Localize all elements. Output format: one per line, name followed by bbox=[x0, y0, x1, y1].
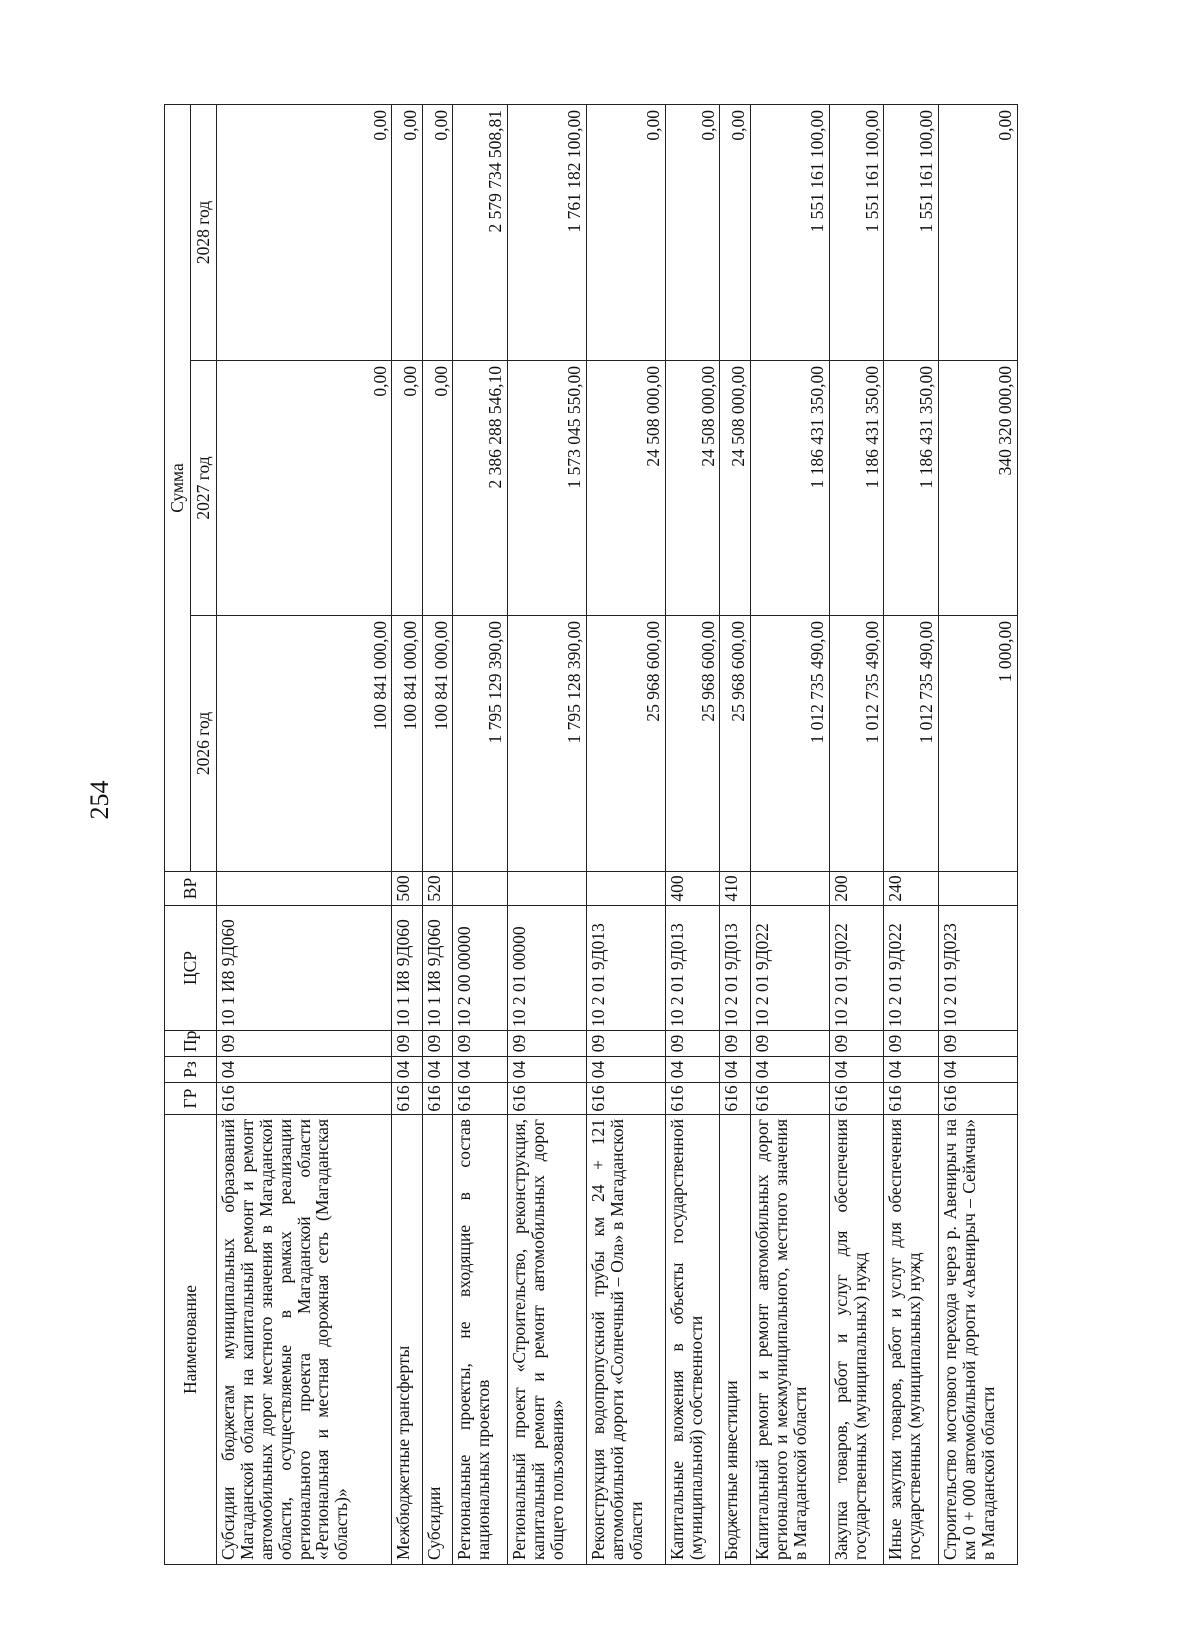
header-csr: ЦСР bbox=[165, 906, 217, 1031]
row-sum-2028: 1 551 161 100,00 bbox=[750, 104, 829, 360]
row-pr: 09 bbox=[422, 1031, 453, 1057]
row-sum-2028: 0,00 bbox=[217, 104, 392, 360]
row-csr: 10 2 01 00000 bbox=[508, 906, 587, 1031]
row-name: Бюджетные инвестиции bbox=[720, 1115, 751, 1565]
row-sum-2026: 1 012 735 490,00 bbox=[829, 616, 884, 872]
row-rz: 04 bbox=[720, 1057, 751, 1083]
row-csr: 10 2 01 9Д023 bbox=[939, 906, 1018, 1031]
row-rz: 04 bbox=[217, 1057, 392, 1083]
row-sum-2026: 25 968 600,00 bbox=[665, 616, 720, 872]
row-pr: 09 bbox=[884, 1031, 939, 1057]
header-gr: ГР bbox=[165, 1083, 217, 1115]
row-sum-2026: 1 012 735 490,00 bbox=[884, 616, 939, 872]
page-number: 254 bbox=[85, 780, 114, 820]
row-vr: 500 bbox=[392, 872, 423, 906]
row-rz: 04 bbox=[750, 1057, 829, 1083]
row-gr: 616 bbox=[750, 1083, 829, 1115]
row-name: Межбюджетные трансферты bbox=[392, 1115, 423, 1565]
row-rz: 04 bbox=[586, 1057, 665, 1083]
row-sum-2026: 25 968 600,00 bbox=[720, 616, 751, 872]
row-gr: 616 bbox=[884, 1083, 939, 1115]
row-rz: 04 bbox=[508, 1057, 587, 1083]
row-sum-2027: 1 573 045 550,00 bbox=[508, 361, 587, 616]
row-csr: 10 2 01 9Д022 bbox=[750, 906, 829, 1031]
row-sum-2027: 24 508 000,00 bbox=[720, 361, 751, 616]
row-gr: 616 bbox=[586, 1083, 665, 1115]
table-row bbox=[750, 104, 829, 1564]
row-gr: 616 bbox=[665, 1083, 720, 1115]
table-body bbox=[217, 104, 1018, 1564]
row-sum-2027: 0,00 bbox=[217, 361, 392, 616]
row-pr: 09 bbox=[508, 1031, 587, 1057]
row-pr: 09 bbox=[665, 1031, 720, 1057]
row-sum-2027: 340 320 000,00 bbox=[939, 361, 1018, 616]
table-row bbox=[829, 104, 884, 1564]
row-csr: 10 2 00 00000 bbox=[453, 906, 508, 1031]
header-rz: Рз bbox=[165, 1057, 217, 1083]
row-sum-2028: 0,00 bbox=[720, 104, 751, 360]
table-row bbox=[453, 104, 508, 1564]
row-gr: 616 bbox=[217, 1083, 392, 1115]
row-vr bbox=[217, 872, 392, 906]
header-pr: Пр bbox=[165, 1031, 217, 1057]
table-row bbox=[422, 104, 453, 1564]
row-name: Региональный проект «Строительство, реконструкция, капитальный ремонт и ремонт автомобильных дорог общего пользования» bbox=[508, 1115, 587, 1565]
row-sum-2027: 1 186 431 350,00 bbox=[750, 361, 829, 616]
row-sum-2026: 1 012 735 490,00 bbox=[750, 616, 829, 872]
table-row bbox=[884, 104, 939, 1564]
row-gr: 616 bbox=[453, 1083, 508, 1115]
row-sum-2028: 1 551 161 100,00 bbox=[884, 104, 939, 360]
row-sum-2028: 0,00 bbox=[665, 104, 720, 360]
row-rz: 04 bbox=[665, 1057, 720, 1083]
row-sum-2028: 2 579 734 508,81 bbox=[453, 104, 508, 360]
row-pr: 09 bbox=[217, 1031, 392, 1057]
row-sum-2026: 1 795 128 390,00 bbox=[508, 616, 587, 872]
row-csr: 10 2 01 9Д013 bbox=[720, 906, 751, 1031]
row-csr: 10 2 01 9Д013 bbox=[586, 906, 665, 1031]
row-sum-2026: 25 968 600,00 bbox=[586, 616, 665, 872]
row-vr bbox=[586, 872, 665, 906]
table-row bbox=[217, 104, 392, 1564]
row-sum-2028: 0,00 bbox=[392, 104, 423, 360]
row-name: Иные закупки товаров, работ и услуг для обеспечения государственных (муниципальных) нужд bbox=[884, 1115, 939, 1565]
row-gr: 616 bbox=[508, 1083, 587, 1115]
row-vr bbox=[453, 872, 508, 906]
table-row bbox=[665, 104, 720, 1564]
row-pr: 09 bbox=[720, 1031, 751, 1057]
budget-table bbox=[164, 104, 1018, 1565]
row-name: Реконструкция водопропускной трубы км 24 + 121 автомобильной дороги «Солнечный – Ола» в Магаданской области bbox=[586, 1115, 665, 1565]
row-rz: 04 bbox=[422, 1057, 453, 1083]
header-2026: 2026 год bbox=[191, 616, 217, 872]
row-gr: 616 bbox=[422, 1083, 453, 1115]
row-rz: 04 bbox=[829, 1057, 884, 1083]
row-gr: 616 bbox=[392, 1083, 423, 1115]
header-2028: 2028 год bbox=[191, 104, 217, 360]
row-sum-2027: 0,00 bbox=[422, 361, 453, 616]
header-2027: 2027 год bbox=[191, 361, 217, 616]
table-row bbox=[392, 104, 423, 1564]
row-pr: 09 bbox=[750, 1031, 829, 1057]
row-name: Строительство мостового перехода через р. Авенирыч на км 0 + 000 автомобильной дороги «Авенирыч – Сеймчан» в Магаданской области bbox=[939, 1115, 1018, 1565]
row-name: Субсидии bbox=[422, 1115, 453, 1565]
row-sum-2028: 1 761 182 100,00 bbox=[508, 104, 587, 360]
row-rz: 04 bbox=[453, 1057, 508, 1083]
row-name: Субсидии бюджетам муниципальных образований Магаданской области на капитальный ремонт и ремонт автомобильных дорог местного значения в Магаданской области, осуществляемые в рамках реализации регионального проекта Магаданской области «Региональная и местная дорожная сеть (Магаданская область)» bbox=[217, 1115, 392, 1565]
row-rz: 04 bbox=[939, 1057, 1018, 1083]
row-vr: 410 bbox=[720, 872, 751, 906]
row-sum-2028: 0,00 bbox=[422, 104, 453, 360]
row-csr: 10 2 01 9Д013 bbox=[665, 906, 720, 1031]
row-sum-2027: 24 508 000,00 bbox=[665, 361, 720, 616]
budget-table-rotated bbox=[164, 105, 1018, 1565]
row-gr: 616 bbox=[829, 1083, 884, 1115]
row-pr: 09 bbox=[829, 1031, 884, 1057]
row-sum-2027: 24 508 000,00 bbox=[586, 361, 665, 616]
row-sum-2026: 100 841 000,00 bbox=[217, 616, 392, 872]
header-sum: Сумма bbox=[165, 104, 191, 871]
row-vr bbox=[750, 872, 829, 906]
row-gr: 616 bbox=[720, 1083, 751, 1115]
table-row bbox=[508, 104, 587, 1564]
row-rz: 04 bbox=[392, 1057, 423, 1083]
row-pr: 09 bbox=[453, 1031, 508, 1057]
row-csr: 10 1 И8 9Д060 bbox=[392, 906, 423, 1031]
row-name: Капитальные вложения в объекты государственной (муниципальной) собственности bbox=[665, 1115, 720, 1565]
header-vr: ВР bbox=[165, 872, 217, 906]
row-vr: 200 bbox=[829, 872, 884, 906]
row-csr: 10 1 И8 9Д060 bbox=[217, 906, 392, 1031]
row-sum-2027: 0,00 bbox=[392, 361, 423, 616]
row-sum-2028: 1 551 161 100,00 bbox=[829, 104, 884, 360]
row-pr: 09 bbox=[586, 1031, 665, 1057]
header-name: Наименование bbox=[165, 1115, 217, 1565]
row-csr: 10 2 01 9Д022 bbox=[829, 906, 884, 1031]
row-vr: 400 bbox=[665, 872, 720, 906]
row-csr: 10 2 01 9Д022 bbox=[884, 906, 939, 1031]
row-vr bbox=[508, 872, 587, 906]
row-sum-2026: 100 841 000,00 bbox=[392, 616, 423, 872]
row-pr: 09 bbox=[392, 1031, 423, 1057]
row-vr bbox=[939, 872, 1018, 906]
row-gr: 616 bbox=[939, 1083, 1018, 1115]
row-vr: 520 bbox=[422, 872, 453, 906]
row-sum-2027: 1 186 431 350,00 bbox=[884, 361, 939, 616]
row-sum-2026: 1 000,00 bbox=[939, 616, 1018, 872]
row-pr: 09 bbox=[939, 1031, 1018, 1057]
row-sum-2026: 1 795 129 390,00 bbox=[453, 616, 508, 872]
row-sum-2028: 0,00 bbox=[586, 104, 665, 360]
row-csr: 10 1 И8 9Д060 bbox=[422, 906, 453, 1031]
row-rz: 04 bbox=[884, 1057, 939, 1083]
table-row bbox=[720, 104, 751, 1564]
row-sum-2027: 1 186 431 350,00 bbox=[829, 361, 884, 616]
row-sum-2028: 0,00 bbox=[939, 104, 1018, 360]
row-vr: 240 bbox=[884, 872, 939, 906]
table-row bbox=[939, 104, 1018, 1564]
row-name: Региональные проекты, не входящие в состав национальных проектов bbox=[453, 1115, 508, 1565]
table-row bbox=[586, 104, 665, 1564]
row-name: Закупка товаров, работ и услуг для обеспечения государственных (муниципальных) нужд bbox=[829, 1115, 884, 1565]
row-sum-2027: 2 386 288 546,10 bbox=[453, 361, 508, 616]
row-name: Капитальный ремонт и ремонт автомобильных дорог регионального и межмуниципального, местного значения в Магаданской области bbox=[750, 1115, 829, 1565]
row-sum-2026: 100 841 000,00 bbox=[422, 616, 453, 872]
